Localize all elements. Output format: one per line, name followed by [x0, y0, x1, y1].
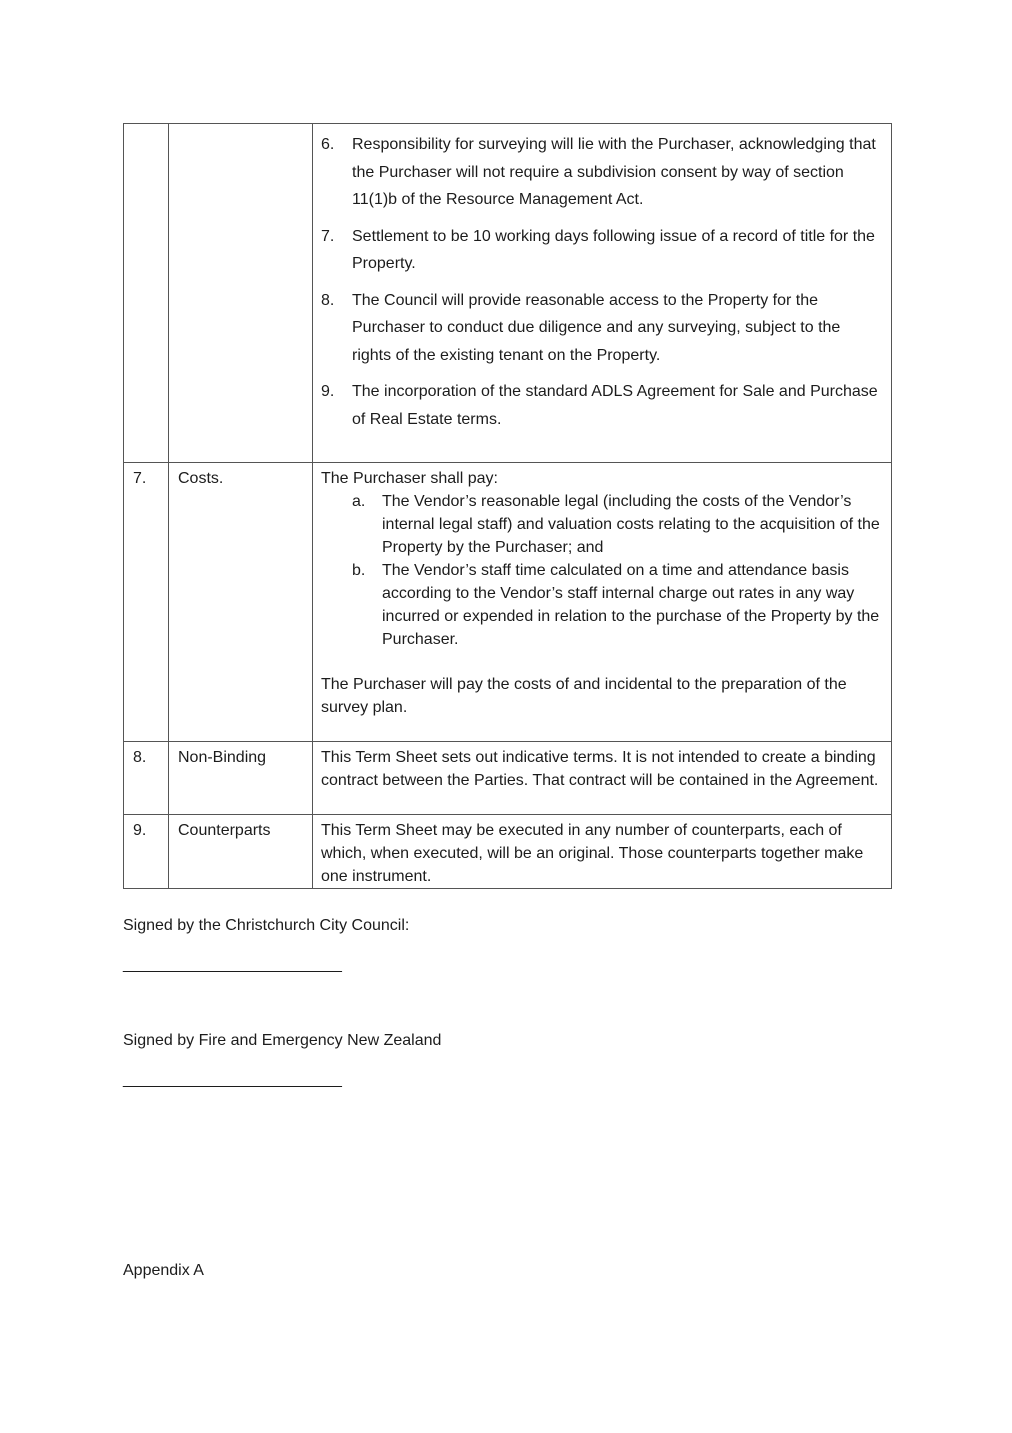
table-row-non-binding [124, 742, 892, 815]
fenz-signature-line: __________________________ [123, 1071, 342, 1088]
appendix-heading: Appendix A [123, 1262, 204, 1279]
item-number: 7. [321, 227, 335, 245]
item-text: The Vendor’s reasonable legal (including the costs of the Vendor’s internal legal staff) and valuation costs relating to the acquisition of the Property by the Purchaser; and [382, 493, 880, 556]
costs-item [352, 559, 883, 651]
conditions-list [321, 128, 883, 462]
conditions-cell [313, 124, 892, 463]
row-label: Non-Binding [169, 742, 313, 815]
item-text: The Council will provide reasonable access to the Property for the Purchaser to conduct due diligence and any surveying, subject to the rights of the existing tenant on the Property. [352, 291, 841, 364]
costs-item [352, 490, 883, 559]
table-row-costs [124, 463, 892, 742]
table-row-counterparts [124, 815, 892, 889]
table-row-continued [124, 124, 892, 463]
empty-label-cell [169, 124, 313, 463]
item-text: The incorporation of the standard ADLS Agreement for Sale and Purchase of Real Estate terms. [352, 383, 878, 428]
row-number: 8. [124, 742, 169, 815]
item-number: 6. [321, 136, 335, 153]
costs-intro: The Purchaser shall pay: [321, 470, 498, 487]
costs-closing: The Purchaser will pay the costs of and incidental to the preparation of the survey plan. [321, 676, 847, 716]
item-text: Responsibility for surveying will lie with the Purchaser, acknowledging that the Purchaser will not require a subdivision consent by way of section 11(1)b of the Resource Management Act. [352, 136, 876, 208]
term-sheet-table [123, 123, 892, 889]
row-number: 7. [124, 463, 169, 742]
row-text: This Term Sheet may be executed in any number of counterparts, each of which, when executed, will be an original. Those counterparts together make one instrument. [313, 815, 892, 889]
item-text: The Vendor’s staff time calculated on a time and attendance basis according to the Vendor’s staff internal charge out rates in any way incurred or expended in relation to the purchase of the Property by the Purchaser. [382, 562, 880, 648]
row-number: 9. [124, 815, 169, 889]
condition-item [321, 378, 883, 433]
row-text: This Term Sheet sets out indicative terms. It is not intended to create a binding contract between the Parties. That contract will be contained in the Agreement. [313, 742, 892, 815]
council-signature-label: Signed by the Christchurch City Council: [123, 917, 410, 934]
row-label: Costs. [169, 463, 313, 742]
item-letter: b. [352, 562, 366, 579]
row-label: Counterparts [169, 815, 313, 889]
council-signature-line: __________________________ [123, 956, 342, 973]
costs-cell [313, 463, 892, 742]
item-text: Settlement to be 10 working days following issue of a record of title for the Property. [352, 227, 875, 272]
empty-num-cell [124, 124, 169, 463]
costs-list [321, 490, 883, 651]
item-number: 8. [321, 291, 335, 309]
condition-item [321, 131, 883, 214]
condition-item [321, 287, 883, 370]
fenz-signature-label: Signed by Fire and Emergency New Zealand [123, 1032, 442, 1049]
condition-item [321, 223, 883, 278]
item-letter: a. [352, 493, 366, 510]
item-number: 9. [321, 383, 335, 400]
